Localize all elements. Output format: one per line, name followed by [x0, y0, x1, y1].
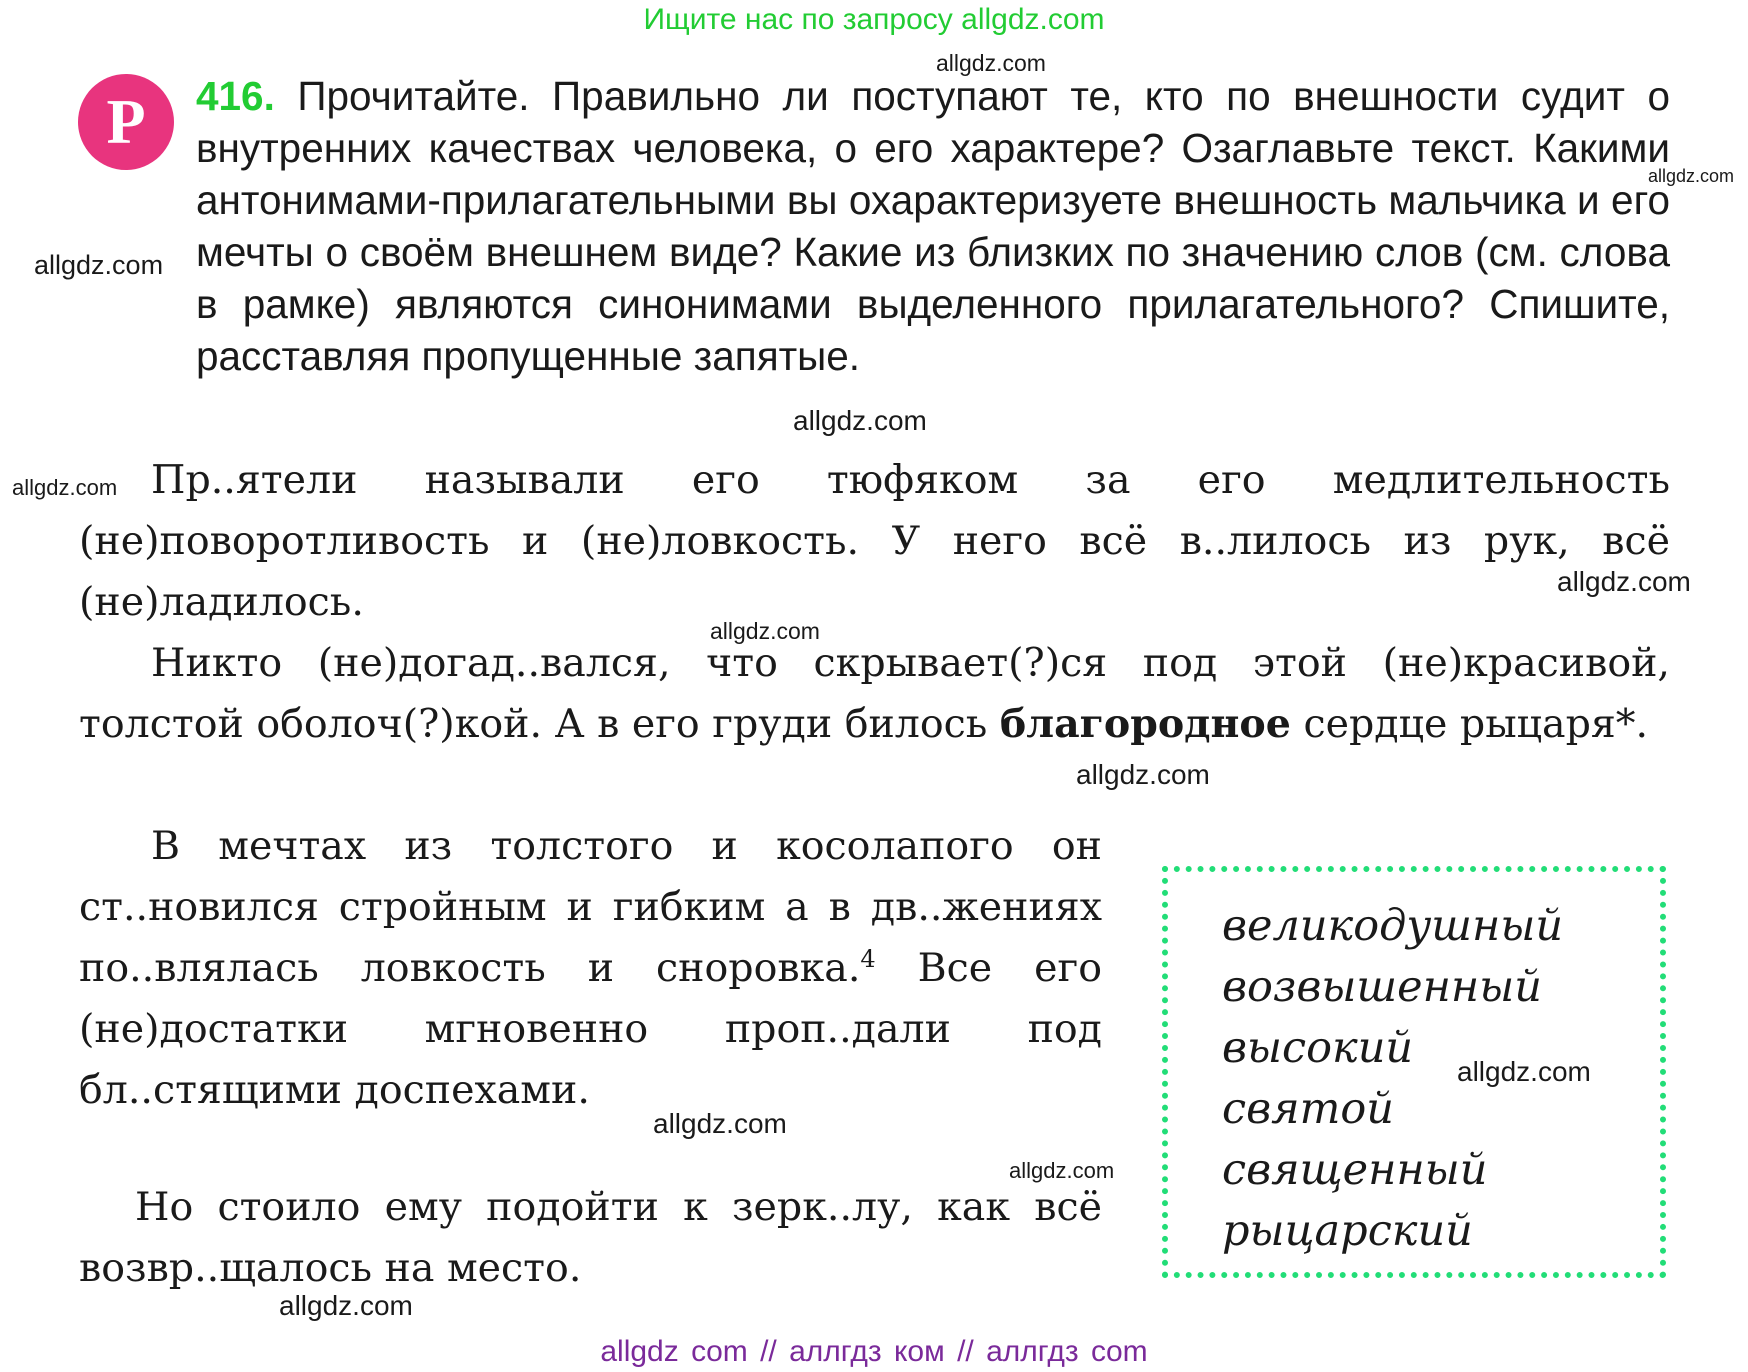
story-paragraph-2 — [79, 633, 1670, 755]
task-number: 416. — [196, 73, 275, 119]
watermark: allgdz.com — [12, 475, 118, 500]
story-paragraph-3 — [79, 816, 1102, 1121]
watermark: allgdz.com — [1009, 1158, 1115, 1183]
watermark: allgdz.com — [1457, 1056, 1591, 1087]
synonym-word: великодушный — [1222, 901, 1564, 951]
watermark: allgdz.com — [653, 1108, 787, 1139]
story-p2-text: Никто (не)догад..вался, что скрывает(?)ся под этой (не)красивой, толстой оболоч(?)кой. А в его груди билось — [79, 640, 1670, 747]
synonym-word: рыцарский — [1222, 1206, 1473, 1256]
watermark: allgdz.com — [1076, 759, 1210, 790]
story-paragraph-4 — [79, 1177, 1102, 1299]
synonym-word: возвышенный — [1222, 962, 1542, 1012]
watermark: allgdz.com — [34, 250, 164, 280]
rhetoric-badge-icon: Р — [78, 74, 174, 170]
footnote-marker: 4 — [860, 944, 876, 973]
synonym-word: высокий — [1222, 1023, 1414, 1073]
synonym-word: священный — [1222, 1145, 1488, 1195]
highlighted-adjective: благородное — [999, 701, 1291, 747]
story-p4-text: Но стоило ему подойти к зерк..лу, как всё возвр..щалось на место. — [79, 1184, 1102, 1291]
story-p3-text: В мечтах из толстого и косолапого он ст..новился стройным и гибким а в дв..жениях по..влялась ловкость и сноровка. — [79, 823, 1102, 991]
watermark: allgdz.com — [279, 1290, 413, 1321]
task-instructions — [196, 70, 1670, 382]
story-paragraph-1 — [79, 450, 1670, 633]
story-p2-end: сердце рыцаря*. — [1303, 701, 1649, 747]
watermark: allgdz.com — [1648, 166, 1735, 186]
watermark: allgdz.com — [710, 618, 820, 644]
synonym-word: святой — [1222, 1084, 1394, 1134]
bottom-banner[interactable]: allgdz com // аллгдз ком // аллгдз com — [600, 1335, 1148, 1368]
top-banner[interactable]: Ищите нас по запросу allgdz.com — [643, 3, 1105, 36]
watermark: allgdz.com — [936, 50, 1046, 76]
watermark: allgdz.com — [1557, 566, 1691, 597]
story-p3-end: Все его (не)достатки мгновенно проп..дали под бл..стящими доспехами. — [79, 945, 1103, 1113]
story-p1-text: Пр..ятели называли его тюфяком за его медлительность (не)поворотливость и (не)ловкость. У него всё в..лилось из рук, всё (не)ладилось. — [79, 457, 1670, 625]
task-text: Прочитайте. Правильно ли поступают те, кто по внешности судит о внутренних качествах человека, о его характере? Озаглавьте текст. Какими антонимами-прилагательными вы охарактеризуете внешность мальчика и его мечты о своём внешнем виде? Какие из близких по значению слов (см. слова в рамке) являются синонимами выделенного прилагательного? Спишите, расставляя пропущенные запятые. — [196, 73, 1670, 379]
watermark: allgdz.com — [793, 405, 927, 436]
